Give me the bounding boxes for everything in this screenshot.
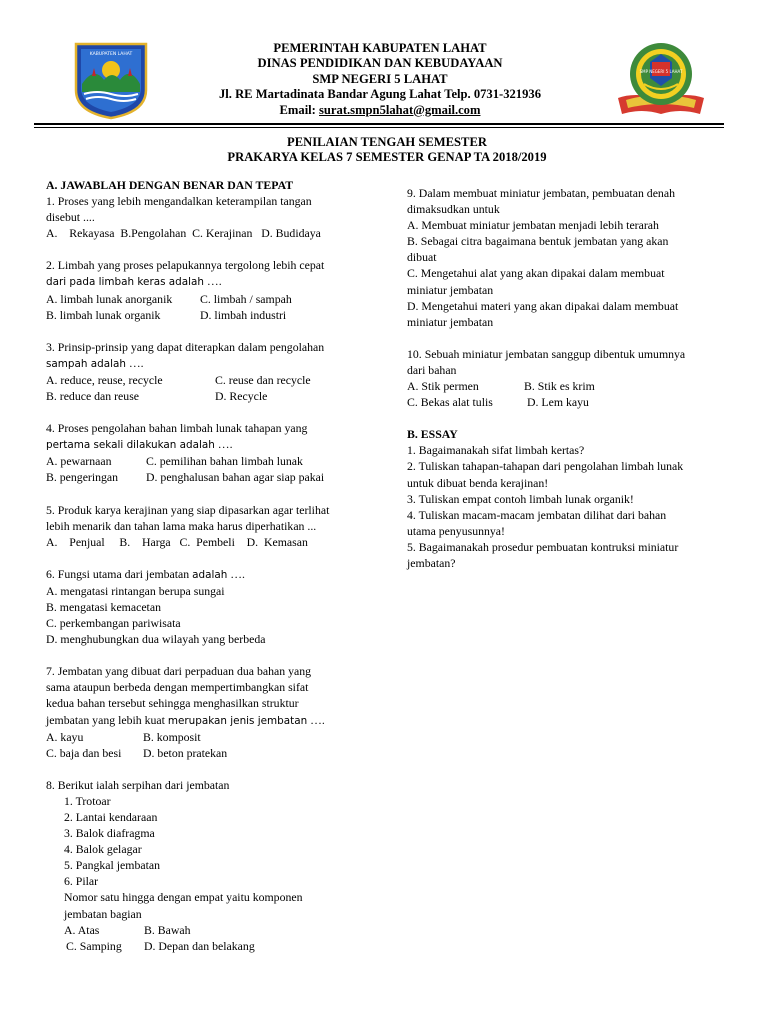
option-a: A. Atas (64, 922, 100, 937)
list-item: 3. Balok diafragma (64, 826, 155, 841)
question-text: 1. Proses yang lebih mengandalkan keterampilan tangan (46, 194, 312, 209)
essay-question-cont: utama penyusunnya! (407, 523, 505, 538)
question-text: jembatan yang lebih kuat (46, 712, 165, 727)
question-1 (46, 193, 366, 241)
left-column (46, 177, 366, 954)
essay-question: 5. Bagaimanakah prosedur pembuatan kontruksi miniatur (407, 539, 679, 554)
option-c: C. Samping (66, 938, 122, 953)
regency-logo-text: KABUPATEN LAHAT (89, 52, 133, 57)
option-a: A. pewarnaan (46, 454, 112, 469)
header-rule-thin (34, 127, 724, 128)
option-row (46, 388, 366, 404)
question-text: adalah (192, 568, 228, 581)
question-text: pertama sekali dilakukan adalah (46, 439, 215, 452)
option-d-cont: miniatur jembatan (407, 314, 494, 329)
email-label: Email: (279, 102, 320, 117)
question-text: 5. Produk karya kerajinan yang siap dipasarkan agar terlihat (46, 502, 330, 517)
essay-question-cont: untuk dibuat benda kerajinan! (407, 475, 549, 490)
letterhead-department: DINAS PENDIDIKAN DAN KEBUDAYAAN (257, 56, 503, 71)
right-column (407, 185, 725, 571)
question-3 (46, 339, 366, 404)
list-item: 2. Lantai kendaraan (64, 810, 158, 824)
question-5 (46, 502, 366, 550)
option-c-cont: miniatur jembatan (407, 282, 494, 297)
option-d: D. limbah industri (200, 307, 287, 322)
option-d: D. beton pratekan (143, 745, 228, 760)
question-8 (46, 777, 366, 954)
question-text-line (46, 712, 366, 729)
option-a: A. Membuat miniatur jembatan menjadi lebih terarah (407, 218, 659, 233)
question-text-line (46, 355, 366, 372)
question-9 (407, 185, 725, 330)
option-row (46, 291, 366, 307)
option-b: B. komposit (143, 729, 201, 744)
letterhead-email (160, 103, 600, 118)
school-letterhead (160, 41, 600, 118)
option-b: B. Bawah (144, 922, 191, 937)
question-text: disebut .... (46, 210, 95, 225)
option-b: B. limbah lunak organik (46, 307, 161, 322)
question-text: 3. Prinsip-prinsip yang dapat diterapkan dalam pengolahan (46, 339, 325, 354)
question-text: sama ataupun berbeda dengan mempertimbangkan sifat (46, 680, 309, 695)
question-text-line (46, 436, 366, 453)
blank-dots: …. (214, 437, 233, 452)
option-b: B. pengeringan (46, 470, 119, 485)
option-d: D. menghubungkan dua wilayah yang berbeda (46, 632, 266, 647)
essay-question: 4. Tuliskan macam-macam jembatan dilihat dari bahan (407, 507, 667, 522)
question-4 (46, 420, 366, 485)
question-text-line (46, 566, 366, 583)
option-a: A. Stik permen (407, 379, 479, 394)
list-item: 6. Pilar (64, 874, 99, 889)
essay-section (407, 426, 725, 571)
question-text: dari pada limbah keras adalah (46, 276, 204, 289)
question-7 (46, 663, 366, 761)
exam-title-line1: PENILAIAN TENGAH SEMESTER (287, 135, 487, 149)
blank-dots: …. (227, 566, 245, 581)
question-text: 4. Proses pengolahan bahan limbah lunak tahapan yang (46, 421, 308, 436)
option-d: D. Mengetahui materi yang akan dipakai dalam membuat (407, 298, 679, 313)
option-a: A. reduce, reuse, recycle (46, 372, 163, 387)
question-text: 10. Sebuah miniatur jembatan sanggup dibentuk umumnya (407, 346, 686, 361)
question-text: Nomor satu hingga dengan empat yaitu komponen (64, 890, 303, 905)
option-a: A. kayu (46, 729, 84, 744)
list-item: 4. Balok gelagar (64, 842, 142, 857)
question-text: kedua bahan tersebut sehingga menghasilkan struktur (46, 696, 299, 711)
option-c: C. baja dan besi (46, 745, 122, 760)
option-row (46, 372, 366, 388)
option-d: D. Recycle (215, 389, 268, 404)
school-logo-text: SMP NEGERI 5 LAHAT (639, 69, 683, 74)
option-c: C. reuse dan recycle (215, 372, 311, 387)
essay-question-cont: jembatan? (407, 555, 456, 570)
header-rule-thick (34, 123, 724, 125)
list-item: 1. Trotoar (64, 793, 111, 808)
option-row (46, 453, 366, 469)
option-row (46, 938, 366, 954)
email-link[interactable]: surat.smpn5lahat@gmail.com (319, 102, 481, 117)
question-text: 8. Berikut ialah serpihan dari jembatan (46, 777, 230, 792)
letterhead-school: SMP NEGERI 5 LAHAT (312, 71, 448, 86)
option-row (46, 745, 366, 761)
option-c: C. perkembangan pariwisata (46, 616, 181, 631)
letterhead-address: Jl. RE Martadinata Bandar Agung Lahat Telp. 0731-321936 (218, 87, 541, 102)
blank-dots: …. (307, 712, 325, 727)
school-logo (614, 40, 708, 124)
option-c: C. Mengetahui alat yang akan dipakai dalam membuat (407, 266, 665, 281)
option-c: C. Bekas alat tulis (407, 395, 493, 410)
question-text: dimaksudkan untuk (407, 202, 500, 217)
section-a-heading: A. JAWABLAH DENGAN BENAR DAN TEPAT (46, 178, 294, 192)
question-text: merupakan jenis jembatan (167, 714, 308, 727)
option-row (407, 378, 725, 394)
option-d: D. Lem kayu (527, 395, 589, 410)
option-d: D. penghalusan bahan agar siap pakai (146, 470, 325, 485)
question-text: 2. Limbah yang proses pelapukannya tergolong lebih cepat (46, 258, 325, 273)
question-text: 7. Jembatan yang dibuat dari perpaduan dua bahan yang (46, 664, 312, 679)
question-text-line (46, 273, 366, 290)
option-b: B. mengatasi kemacetan (46, 599, 161, 614)
essay-question: 3. Tuliskan empat contoh limbah lunak organik! (407, 491, 634, 506)
option-c: C. pemilihan bahan limbah lunak (146, 454, 303, 469)
option-row (46, 469, 366, 485)
option-row (46, 922, 366, 938)
option-a: A. limbah lunak anorganik (46, 291, 173, 306)
question-text: jembatan bagian (64, 906, 142, 921)
letterhead-government: PEMERINTAH KABUPATEN LAHAT (273, 41, 487, 55)
question-text: 6. Fungsi utama dari jembatan (46, 566, 190, 581)
question-text: lebih menarik dan tahan lama maka harus diperhatikan ... (46, 518, 317, 533)
exam-title (34, 135, 740, 166)
option-c: C. limbah / sampah (200, 291, 292, 306)
option-b: B. reduce dan reuse (46, 389, 140, 404)
list-item: 5. Pangkal jembatan (64, 858, 160, 873)
question-text: 9. Dalam membuat miniatur jembatan, pembuatan denah (407, 186, 675, 200)
option-row (46, 729, 366, 745)
option-row (407, 394, 725, 410)
option-b: B. Sebagai citra bagaimana bentuk jembatan yang akan (407, 234, 669, 249)
answer-options: A. Penjual B. Harga C. Pembeli D. Kemasan (46, 534, 308, 549)
option-d: D. Depan dan belakang (144, 938, 255, 953)
question-text: sampah adalah (46, 357, 126, 370)
question-text: dari bahan (407, 362, 457, 377)
option-row (46, 307, 366, 323)
question-10 (407, 346, 725, 410)
essay-question: 1. Bagaimanakah sifat limbah kertas? (407, 443, 585, 458)
question-2 (46, 257, 366, 322)
blank-dots: …. (203, 274, 222, 289)
option-a: A. mengatasi rintangan berupa sungai (46, 583, 225, 598)
question-6 (46, 566, 366, 647)
blank-dots: …. (125, 355, 144, 370)
section-b-heading: B. ESSAY (407, 427, 458, 442)
option-b: B. Stik es krim (524, 379, 595, 394)
option-b-cont: dibuat (407, 250, 437, 265)
regency-logo (72, 40, 150, 120)
exam-title-line2: PRAKARYA KELAS 7 SEMESTER GENAP TA 2018/2019 (227, 150, 547, 165)
answer-options: A. Rekayasa B.Pengolahan C. Kerajinan D. Budidaya (46, 226, 321, 241)
essay-question: 2. Tuliskan tahapan-tahapan dari pengolahan limbah lunak (407, 459, 684, 474)
